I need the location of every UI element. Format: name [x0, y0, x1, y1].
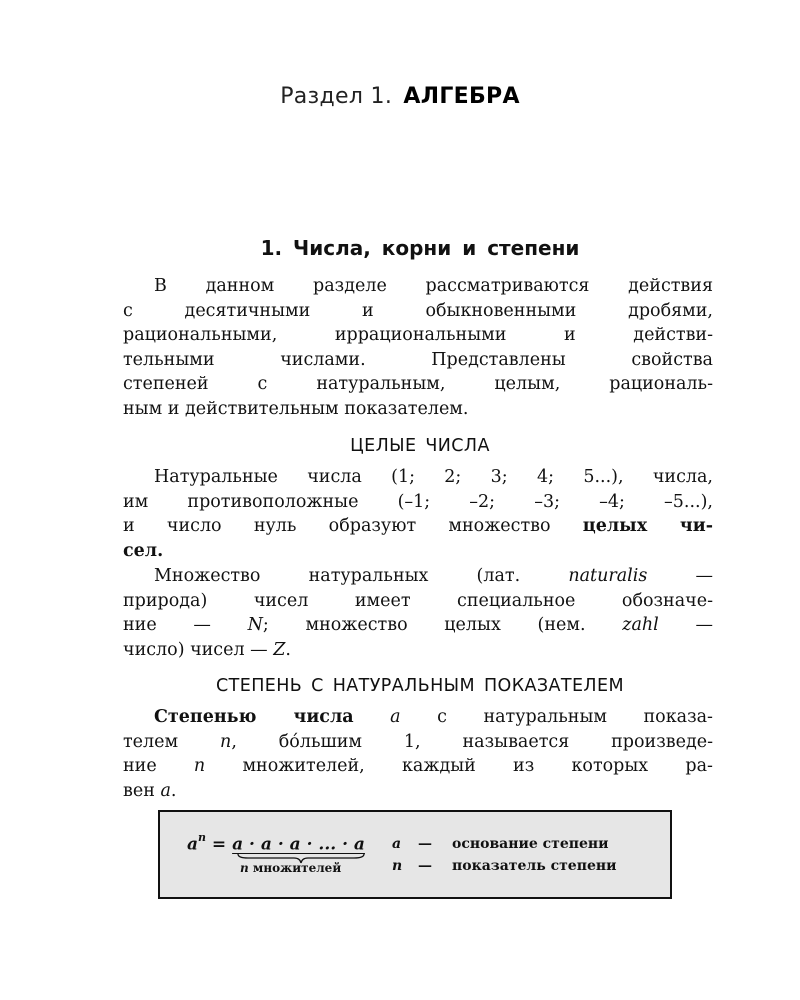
text-line — [123, 539, 713, 564]
power-formula: $a^n = a \cdot a \cdot a$ · ... · a — [187, 831, 365, 855]
text-line: число) чисел — Z. — [123, 639, 291, 660]
brace-caption: n множителей — [240, 861, 342, 875]
section-label: Раздел 1. — [280, 84, 393, 109]
text-line: и число нуль образуют множество целых чи- — [123, 516, 713, 537]
text-line: с десятичными и обыкновенными дробями, — [123, 300, 713, 321]
text-line: Степенью числа a с натуральным показа- — [154, 707, 713, 727]
text-line: степеней с натуральным, целым, рациональ- — [123, 374, 713, 395]
text-line: ным и действительным показателем. — [123, 398, 469, 419]
text-line: В данном разделе рассматриваются действия — [154, 276, 713, 296]
text-line: ние — N; множество целых (нем. zahl — — [123, 615, 713, 636]
text-line: рациональными, иррациональными и действи- — [123, 325, 713, 346]
integers-paragraph-1 — [123, 465, 713, 563]
legend-exponent: n — показатель степени — [392, 858, 617, 874]
legend-base: a — основание степени — [392, 836, 609, 852]
power-definition-paragraph — [123, 705, 713, 803]
term-integers-end: сел. — [123, 540, 164, 561]
intro-paragraph — [123, 274, 713, 422]
text-line: тельными числами. Представлены свойства — [123, 349, 713, 370]
text-line: телем n, бóльшим 1, называется произведе- — [123, 731, 713, 752]
text-line: ние n множителей, каждый из которых ра- — [123, 756, 713, 777]
heading-integers: ЦЕЛЫЕ ЧИСЛА — [350, 436, 490, 456]
formula-box — [158, 810, 672, 899]
heading-natural-power: СТЕПЕНЬ С НАТУРАЛЬНЫМ ПОКАЗАТЕЛЕМ — [216, 676, 624, 696]
page-header — [0, 84, 800, 109]
text-line: Натуральные числа (1; 2; 3; 4; 5...), числа, — [154, 467, 713, 487]
section-title: АЛГЕБРА — [403, 84, 520, 109]
integers-paragraph-2 — [123, 564, 713, 662]
term-integers: целых чи- — [582, 516, 713, 537]
text-line: вен a. — [123, 780, 177, 801]
text-line: природа) чисел имеет специальное обозначе- — [123, 590, 713, 611]
term-power: Степенью числа — [154, 707, 354, 727]
chapter-title: 1. Числа, корни и степени — [260, 236, 580, 260]
text-line: Множество натуральных (лат. naturalis — — [154, 566, 713, 586]
text-line: им противоположные (–1; –2; –3; –4; –5...), — [123, 491, 713, 512]
